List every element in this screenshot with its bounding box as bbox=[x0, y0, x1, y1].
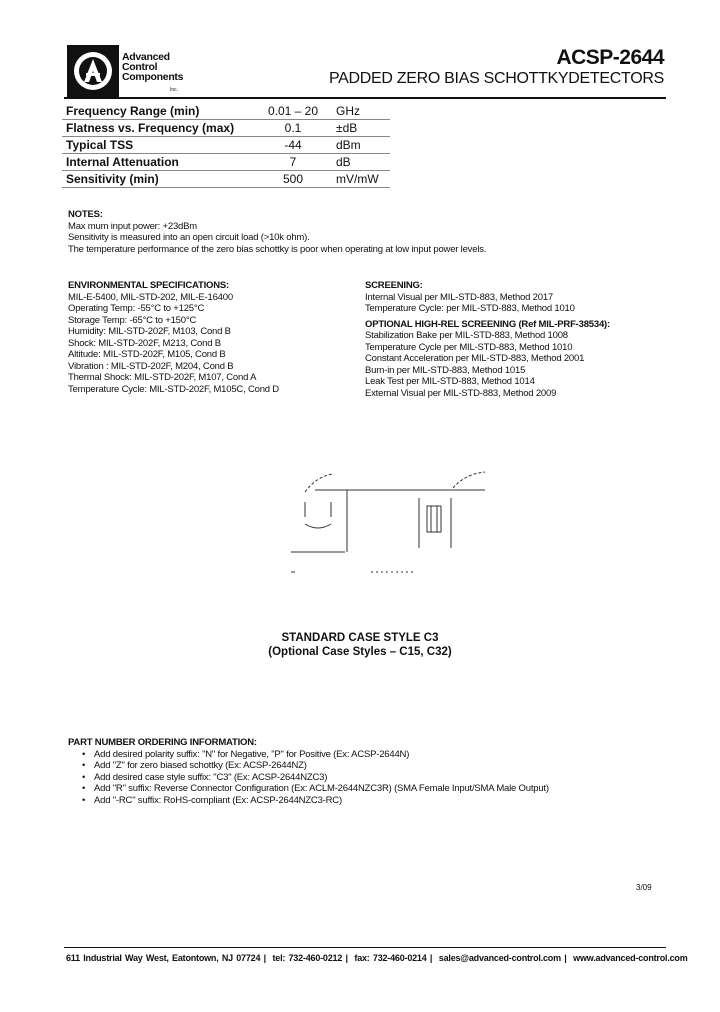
footer-address: 611 Industrial Way West, Eatontown, NJ 07724 bbox=[66, 953, 261, 963]
spec-value: 7 bbox=[254, 154, 332, 171]
ordering-item: • Add "Z" for zero biased schottky (Ex: ACSP-2644NZ) bbox=[94, 760, 668, 772]
hirel-line: Stabilization Bake per MIL-STD-883, Method 1008 bbox=[365, 330, 568, 341]
env-line: Humidity: MIL-STD-202F, M103, Cond B bbox=[68, 326, 231, 337]
footer-contact: 611 Industrial Way West, Eatontown, NJ 07724 | tel: 732-460-0212 | fax: 732-460-0214 | sales@advanced-control.com | www.advanced-control.com bbox=[66, 953, 688, 963]
spec-table bbox=[62, 103, 390, 188]
hirel-line: Leak Test per MIL-STD-883, Method 1014 bbox=[365, 376, 535, 387]
ordering-item: • Add "R" suffix: Reverse Connector Configuration (Ex: ACLM-2644NZC3R) (SMA Female Input/SMA Male Output) bbox=[94, 783, 668, 795]
spec-param: Typical TSS bbox=[62, 137, 254, 154]
company-logo bbox=[67, 45, 119, 97]
footer-fax: fax: 732-460-0214 bbox=[354, 953, 427, 963]
revision-code: 3/09 bbox=[636, 883, 652, 892]
spec-value: -44 bbox=[254, 137, 332, 154]
environmental-section bbox=[68, 280, 358, 395]
product-subtitle: PADDED ZERO BIAS SCHOTTKYDETECTORS bbox=[328, 70, 664, 87]
spec-param: Frequency Range (min) bbox=[62, 103, 254, 120]
spec-row bbox=[62, 171, 390, 188]
spec-value: 0.1 bbox=[254, 120, 332, 137]
footer-website[interactable]: www.advanced-control.com bbox=[573, 953, 688, 963]
hirel-heading: OPTIONAL HIGH-REL SCREENING (Ref MIL-PRF-38534): bbox=[365, 318, 610, 330]
ordering-item: • Add desired polarity suffix: "N" for Negative, "P" for Positive (Ex: ACSP-2644N) bbox=[94, 749, 668, 761]
screening-heading: SCREENING: bbox=[365, 280, 423, 291]
ordering-section bbox=[68, 737, 668, 806]
environmental-heading: ENVIRONMENTAL SPECIFICATIONS: bbox=[68, 280, 229, 291]
env-line: Altitude: MIL-STD-202F, M105, Cond B bbox=[68, 349, 226, 360]
notes-heading: NOTES: bbox=[68, 209, 103, 220]
footer-tel: tel: 732-460-0212 bbox=[272, 953, 343, 963]
header-rule bbox=[64, 97, 666, 99]
logo-wordmark: Advanced Control Components bbox=[122, 51, 184, 83]
spec-value: 500 bbox=[254, 171, 332, 188]
logo-inc: Inc. bbox=[170, 87, 179, 93]
ordering-item: • Add desired case style suffix: "C3" (Ex: ACSP-2644NZC3) bbox=[94, 772, 668, 784]
env-line: Thermal Shock: MIL-STD-202F, M107, Cond A bbox=[68, 372, 257, 383]
spec-param: Internal Attenuation bbox=[62, 154, 254, 171]
case-outline-drawing bbox=[285, 462, 505, 577]
env-line: MIL-E-5400, MIL-STD-202, MIL-E-16400 bbox=[68, 291, 233, 303]
spec-unit: GHz bbox=[332, 103, 390, 120]
footer-rule bbox=[64, 947, 666, 948]
note-line: Sensitivity is measured into an open circuit load (>10k ohm). bbox=[68, 232, 310, 243]
note-line: The temperature performance of the zero bias schottky is poor when operating at low input power levels. bbox=[68, 243, 487, 255]
spec-unit: dB bbox=[332, 154, 390, 171]
hirel-line: Temperature Cycle per MIL-STD-883, Method 1010 bbox=[365, 341, 573, 353]
spec-unit: mV/mW bbox=[332, 171, 390, 188]
hirel-line: Burn-in per MIL-STD-883, Method 1015 bbox=[365, 364, 526, 376]
spec-row bbox=[62, 103, 390, 120]
footer-email[interactable]: sales@advanced-control.com bbox=[438, 953, 561, 963]
spec-param: Flatness vs. Frequency (max) bbox=[62, 120, 254, 137]
part-number-title: ACSP-2644 bbox=[556, 46, 664, 69]
spec-row bbox=[62, 137, 390, 154]
hirel-line: Constant Acceleration per MIL-STD-883, Method 2001 bbox=[365, 353, 585, 364]
spec-row bbox=[62, 154, 390, 171]
case-style-title: STANDARD CASE STYLE C3 (Optional Case Styles – C15, C32) bbox=[268, 632, 452, 658]
hirel-line: External Visual per MIL-STD-883, Method 2009 bbox=[365, 387, 557, 399]
screening-line: Internal Visual per MIL-STD-883, Method 2017 bbox=[365, 291, 553, 303]
note-line: Max mum input power: +23dBm bbox=[68, 220, 197, 232]
ordering-item: • Add "-RC" suffix: RoHS-compliant (Ex: ACSP-2644NZC3-RC) bbox=[94, 795, 668, 807]
env-line: Vibration : MIL-STD-202F, M204, Cond B bbox=[68, 360, 234, 372]
env-line: Temperature Cycle: MIL-STD-202F, M105C, Cond D bbox=[68, 383, 279, 395]
spec-unit: dBm bbox=[332, 137, 390, 154]
env-line: Operating Temp: -55°C to +125°C bbox=[68, 303, 205, 314]
screening-line: Temperature Cycle: per MIL-STD-883, Method 1010 bbox=[365, 303, 575, 314]
spec-param: Sensitivity (min) bbox=[62, 171, 254, 188]
spec-unit: ±dB bbox=[332, 120, 390, 137]
spec-row bbox=[62, 120, 390, 137]
spec-value: 0.01 – 20 bbox=[254, 103, 332, 120]
env-line: Storage Temp: -65°C to +150°C bbox=[68, 314, 197, 326]
screening-section bbox=[365, 280, 665, 399]
env-line: Shock: MIL-STD-202F, M213, Cond B bbox=[68, 337, 221, 349]
ordering-heading: PART NUMBER ORDERING INFORMATION: bbox=[68, 737, 257, 748]
notes-section bbox=[68, 209, 668, 255]
